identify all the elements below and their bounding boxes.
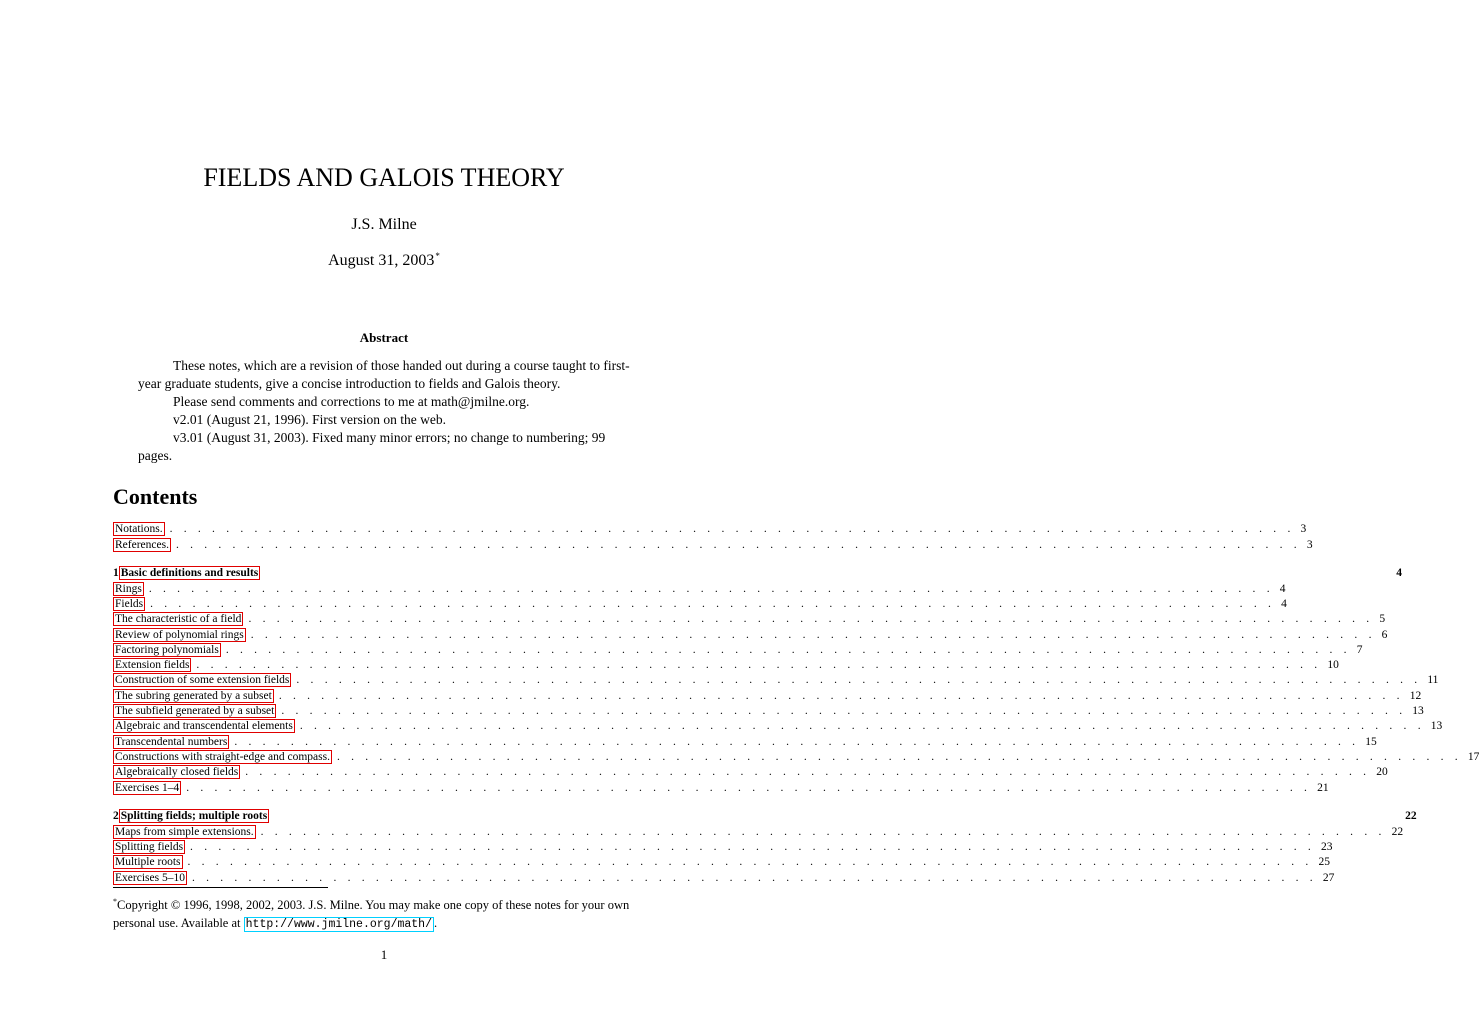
toc-page-number: 10 [1327, 659, 1339, 671]
toc-page-number: 4 [1281, 598, 1287, 610]
footnote [113, 893, 658, 934]
toc-leader-dots: . . . . . . . . . . . . . . . . . . . . . . . . . . . . . . . . . . . . . . . . . . . . . . . . . . . . . . . . . . . . . . . . . . . . . . . . . . . . . . . . [150, 598, 1276, 610]
abstract-heading: Abstract [359, 330, 409, 345]
toc-link[interactable]: Transcendental numbers [115, 736, 228, 748]
toc-leader-dots: . . . . . . . . . . . . . . . . . . . . . . . . . . . . . . . . . . . . . . . . . . . . . . . . . . . . . . . . . . . . . . . . . . . . . . . . . . . . . . . . [148, 583, 1274, 595]
footnote-text: Copyright © 1996, 1998, 2002, 2003. J.S. Milne. You may make one copy of these notes for your own personal use. Available at [113, 898, 630, 930]
toc-section-number: 2 [113, 810, 119, 822]
toc-link[interactable]: Extension fields [115, 659, 190, 671]
toc-link[interactable]: Exercises 5–10 [115, 872, 185, 884]
toc-entry-row [113, 538, 1313, 553]
toc-link[interactable]: The characteristic of a field [115, 613, 242, 625]
toc-entry-row [113, 628, 1388, 643]
toc-entry-row [113, 582, 1286, 597]
toc-leader-dots: . . . . . . . . . . . . . . . . . . . . . . . . . . . . . . . . . . . . . . . . . . . . . . . . . . . . . . . . . . . . . . . . . . . . . . . . . . . . . . . . [299, 720, 1425, 732]
toc-leader-dots: . . . . . . . . . . . . . . . . . . . . . . . . . . . . . . . . . . . . . . . . . . . . . . . . . . . . . . . . . . . . . . . . . . . . . . . . . . . . . . . . [175, 539, 1301, 551]
toc-entry-row [113, 719, 1443, 734]
toc-page-number: 6 [1381, 629, 1388, 641]
toc-section-row [113, 809, 1417, 824]
toc-leader-dots: . . . . . . . . . . . . . . . . . . . . . . . . . . . . . . . . . . . . . . . . . . . . . . . . . . . . . . . . . . . . . . . . . . . . . . . . . . . . . . . . [169, 523, 1295, 535]
toc-link[interactable]: Splitting fields [115, 841, 184, 853]
toc-leader-dots: . . . . . . . . . . . . . . . . . . . . . . . . . . . . . . . . . . . . . . . . . . . . . . . . . . . . . . . . . . . . . . . . . . . . . . . . . . . . . . . . [186, 782, 1312, 794]
toc-entry-row [113, 704, 1424, 719]
toc-entry-row [113, 855, 1330, 870]
toc-link[interactable]: The subring generated by a subset [115, 690, 272, 702]
toc-link[interactable]: Constructions with straight-edge and compass. [115, 751, 330, 763]
toc-entry-row [113, 840, 1333, 855]
toc-leader-dots: . . . . . . . . . . . . . . . . . . . . . . . . . . . . . . . . . . . . . . . . . . . . . . . . . . . . . . . . . . . . . . . . . . . . . . . . . . . . . . . . [196, 659, 1322, 671]
toc-link[interactable]: Exercises 1–4 [115, 782, 180, 794]
date-text: August 31, 2003 [328, 252, 435, 269]
toc-leader-dots: . . . . . . . . . . . . . . . . . . . . . . . . . . . . . . . . . . . . . . . . . . . . . . . . . . . . . . . . . . . . . . . . . . . . . . . . . . . . . . . . [296, 674, 1422, 686]
toc-leader-dots: . . . . . . . . . . . . . . . . . . . . . . . . . . . . . . . . . . . . . . . . . . . . . . . . . . . . . . . . . . . . . . . . . . . . . . . . . . . . . . . . [250, 629, 1376, 641]
toc-entry-row [113, 643, 1363, 658]
toc-entry-row [113, 522, 1307, 537]
abstract-paragraph-1: These notes, which are a revision of those handed out during a course taught to first-year graduate students, give a concise introduction to fields and Galois theory. [138, 358, 630, 391]
toc-entry-row [113, 765, 1388, 780]
toc-page-number: 5 [1379, 613, 1386, 625]
toc-page-number: 3 [1300, 523, 1307, 535]
toc-entry-row [113, 735, 1377, 750]
author-name: J.S. Milne [351, 216, 417, 233]
toc-link[interactable]: References. [115, 539, 169, 551]
toc-link[interactable]: Multiple roots [115, 856, 181, 868]
toc-link[interactable]: Algebraically closed fields [115, 766, 239, 778]
toc-section-number: 1 [113, 567, 119, 579]
toc-page-number: 17 [1467, 751, 1479, 763]
toc-leader-dots: . . . . . . . . . . . . . . . . . . . . . . . . . . . . . . . . . . . . . . . . . . . . . . . . . . . . . . . . . . . . . . . . . . . . . . . . . . . . . . . . [248, 613, 1374, 625]
toc-leader-dots: . . . . . . . . . . . . . . . . . . . . . . . . . . . . . . . . . . . . . . . . . . . . . . . . . . . . . . . . . . . . . . . . . . . . . . . . . . . . . . . . [190, 841, 1315, 853]
toc-page-number: 15 [1365, 736, 1377, 748]
toc-page-number: 25 [1318, 856, 1330, 868]
footnote-mark: * [113, 897, 117, 906]
toc-page-number: 22 [1405, 810, 1417, 822]
toc-leader-dots: . . . . . . . . . . . . . . . . . . . . . . . . . . . . . . . . . . . . . . . . . . . . . . . . . . . . . . . . . . . . . . . . . . . . . . . . . . . . . . . . [245, 766, 1371, 778]
page-number: 1 [380, 947, 388, 962]
toc-page-number: 13 [1412, 705, 1424, 717]
toc-link[interactable]: Review of polynomial rings [115, 629, 244, 641]
date-footnote-mark[interactable]: * [435, 251, 440, 261]
toc-page-number: 22 [1391, 826, 1404, 838]
toc-link[interactable]: The subfield generated by a subset [115, 705, 275, 717]
toc-leader-dots: . . . . . . . . . . . . . . . . . . . . . . . . . . . . . . . . . . . . . . . . . . . . . . . . . . . . . . . . . . . . . . . . . . . . . . . . . . . . . . . . [234, 736, 1360, 748]
toc-page-number: 4 [1279, 583, 1286, 595]
toc-entry-row [113, 597, 1287, 612]
toc-link[interactable]: Construction of some extension fields [115, 674, 290, 686]
toc-page-number: 13 [1430, 720, 1443, 732]
paper-date [0, 251, 768, 270]
toc-link[interactable]: Notations. [115, 523, 163, 535]
contents-heading: Contents [113, 484, 198, 509]
toc-page-number: 3 [1306, 539, 1313, 551]
toc-page-number: 23 [1320, 841, 1333, 853]
toc-page-number: 20 [1376, 766, 1388, 778]
toc-link[interactable]: Factoring polynomials [115, 644, 219, 656]
toc-link[interactable]: Maps from simple extensions. [115, 826, 254, 838]
toc-page-number: 27 [1322, 872, 1335, 884]
toc-link[interactable]: Basic definitions and results [120, 567, 259, 579]
toc-page-number: 21 [1317, 782, 1329, 794]
toc-link[interactable]: Rings [115, 583, 142, 595]
toc-entry-row [113, 750, 1479, 765]
abstract-paragraph-3: v2.01 (August 21, 1996). First version on the web. [173, 412, 446, 427]
footnote-rule [113, 887, 328, 888]
toc-leader-dots: . . . . . . . . . . . . . . . . . . . . . . . . . . . . . . . . . . . . . . . . . . . . . . . . . . . . . . . . . . . . . . . . . . . . . . . . . . . . . . . . [281, 705, 1407, 717]
toc-leader-dots: . . . . . . . . . . . . . . . . . . . . . . . . . . . . . . . . . . . . . . . . . . . . . . . . . . . . . . . . . . . . . . . . . . . . . . . . . . . . . . . . [191, 872, 1317, 884]
toc-page-number: 7 [1356, 644, 1363, 656]
footnote-link[interactable]: http://www.jmilne.org/math/ [245, 918, 432, 931]
toc-link[interactable]: Algebraic and transcendental elements [115, 720, 293, 732]
toc-entry-row [113, 689, 1422, 704]
toc-leader-dots: . . . . . . . . . . . . . . . . . . . . . . . . . . . . . . . . . . . . . . . . . . . . . . . . . . . . . . . . . . . . . . . . . . . . . . . . . . . . . . . . [225, 644, 1351, 656]
toc-leader-dots: . . . . . . . . . . . . . . . . . . . . . . . . . . . . . . . . . . . . . . . . . . . . . . . . . . . . . . . . . . . . . . . . . . . . . . . . . . . . . . . . [187, 856, 1313, 868]
abstract-paragraph-2: Please send comments and corrections to me at math@jmilne.org. [173, 394, 530, 409]
toc-leader-dots: . . . . . . . . . . . . . . . . . . . . . . . . . . . . . . . . . . . . . . . . . . . . . . . . . . . . . . . . . . . . . . . . . . . . . . . . . . . . . . . . [260, 826, 1386, 838]
toc-leader-dots: . . . . . . . . . . . . . . . . . . . . . . . . . . . . . . . . . . . . . . . . . . . . . . . . . . . . . . . . . . . . . . . . . . . . . . . . . . . . . . . . [336, 751, 1462, 763]
toc-page-number: 11 [1427, 674, 1439, 686]
toc-page-number: 4 [1396, 567, 1402, 579]
footnote-tail: . [433, 916, 438, 930]
toc-leader-dots: . . . . . . . . . . . . . . . . . . . . . . . . . . . . . . . . . . . . . . . . . . . . . . . . . . . . . . . . . . . . . . . . . . . . . . . . . . . . . . . . [278, 690, 1404, 702]
toc-entry-row [113, 825, 1404, 840]
toc-entry-row [113, 658, 1339, 673]
toc-page-number: 12 [1409, 690, 1422, 702]
toc-entry-row [113, 673, 1439, 688]
toc-section-row [113, 566, 1402, 581]
paper-title: FIELDS AND GALOIS THEORY [203, 163, 565, 192]
toc-entry-row [113, 781, 1329, 796]
toc-link[interactable]: Fields [115, 598, 144, 610]
toc-entry-row [113, 612, 1386, 627]
toc-link[interactable]: Splitting fields; multiple roots [120, 810, 268, 822]
toc-entry-row [113, 871, 1335, 886]
abstract-paragraph-4: v3.01 (August 31, 2003). Fixed many minor errors; no change to numbering; 99 pages. [138, 430, 606, 463]
